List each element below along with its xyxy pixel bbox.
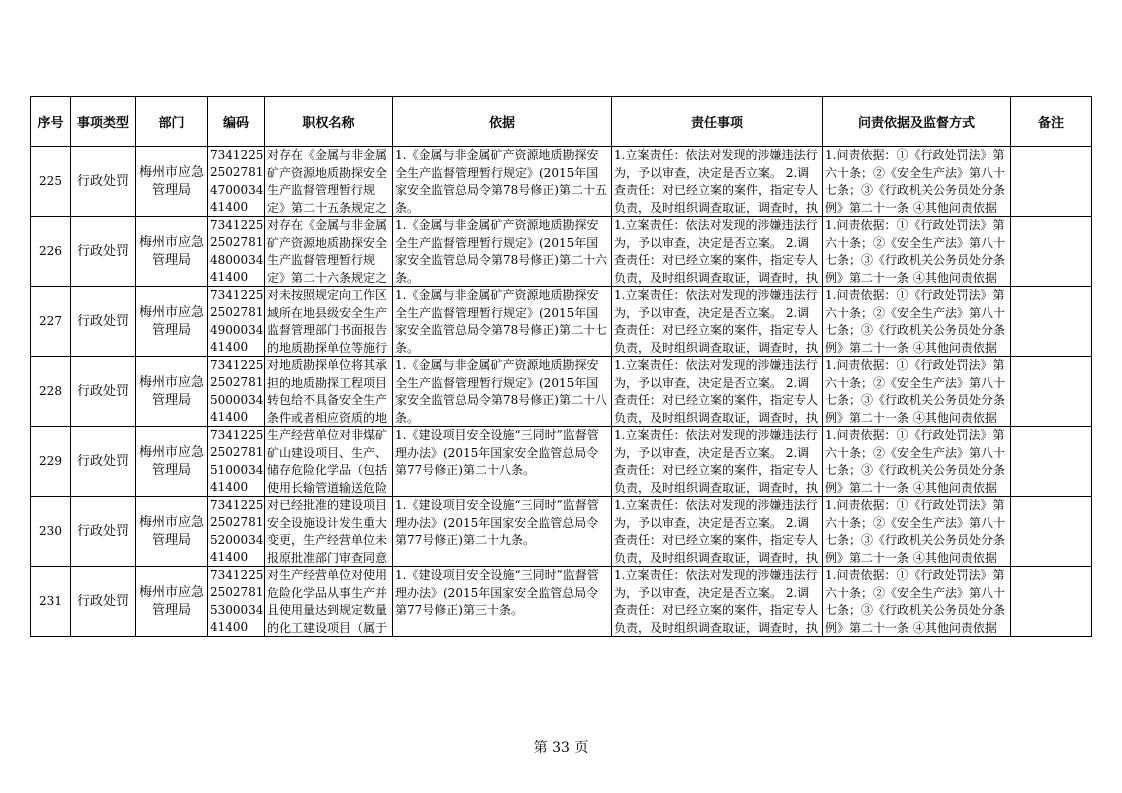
row-department: 梅州市应急管理局 bbox=[139, 234, 205, 268]
row-seq: 230 bbox=[39, 523, 62, 538]
row-basis-cell bbox=[393, 287, 612, 357]
row-code-cell bbox=[208, 357, 265, 427]
page-number: 第 33 页 bbox=[533, 740, 589, 756]
row-department: 梅州市应急管理局 bbox=[139, 374, 205, 408]
row-power-name-cell bbox=[265, 497, 393, 567]
row-code-cell bbox=[208, 217, 265, 287]
row-department: 梅州市应急管理局 bbox=[139, 444, 205, 478]
row-code: 734122525027814700034 41400 bbox=[210, 147, 264, 214]
power-list-table bbox=[30, 96, 1092, 637]
row-power-name: 对生产经营单位对使用危险化学品从事生产并且使用量达到规定数量的化工建设项目（属于 bbox=[267, 568, 388, 635]
row-department-cell bbox=[136, 357, 208, 427]
row-item-type-cell bbox=[71, 217, 136, 287]
header-seq: 序号 bbox=[31, 97, 71, 147]
row-duty-cell bbox=[612, 497, 823, 567]
row-item-type: 行政处罚 bbox=[76, 383, 129, 399]
row-power-name: 生产经营单位对非煤矿矿山建设项目、生产、储存危险化学品（包括使用长输管道输送危险 bbox=[267, 428, 388, 495]
row-remarks-cell bbox=[1011, 497, 1092, 567]
row-basis-cell bbox=[393, 357, 612, 427]
row-department-cell bbox=[136, 497, 208, 567]
row-item-type: 行政处罚 bbox=[76, 523, 129, 539]
row-seq: 228 bbox=[39, 383, 62, 398]
row-department-cell bbox=[136, 427, 208, 497]
row-duty-cell bbox=[612, 567, 823, 637]
row-code: 734122525027815300034 41400 bbox=[210, 567, 264, 634]
row-duty: 1.立案责任：依法对发现的涉嫌违法行为，予以审查，决定是否立案。 2.调查责任：对已经立案的案件，指定专人负责，及时组织调查取证，调查时，执 bbox=[614, 568, 819, 635]
row-basis: 1.《金属与非金属矿产资源地质勘探安全生产监督管理暂行规定》(2015年国家安全监管总局令第78号修正)第二十六条。 bbox=[395, 218, 607, 285]
row-power-name: 对存在《金属与非金属矿产资源地质勘探安全生产监督管理暂行规定》第二十六条规定之 bbox=[267, 218, 388, 285]
row-accountability-cell bbox=[823, 217, 1011, 287]
row-basis-cell bbox=[393, 427, 612, 497]
row-accountability-cell bbox=[823, 147, 1011, 217]
row-seq: 225 bbox=[39, 173, 62, 188]
table-row bbox=[31, 147, 1092, 217]
row-power-name-cell bbox=[265, 287, 393, 357]
row-basis: 1.《金属与非金属矿产资源地质勘探安全生产监督管理暂行规定》(2015年国家安全监管总局令第78号修正)第二十七条。 bbox=[395, 288, 607, 355]
row-accountability: 1.问责依据：①《行政处罚法》第六十条；②《安全生产法》第八十七条；③《行政机关公务员处分条例》第二十一条 ④其他问责依据 bbox=[825, 148, 1006, 215]
row-duty: 1.立案责任：依法对发现的涉嫌违法行为，予以审查，决定是否立案。 2.调查责任：对已经立案的案件，指定专人负责，及时组织调查取证，调查时，执 bbox=[614, 498, 819, 565]
row-item-type-cell bbox=[71, 147, 136, 217]
row-basis: 1.《金属与非金属矿产资源地质勘探安全生产监督管理暂行规定》(2015年国家安全监管总局令第78号修正)第二十八条。 bbox=[395, 358, 607, 425]
row-accountability-cell bbox=[823, 357, 1011, 427]
table-row bbox=[31, 287, 1092, 357]
row-item-type: 行政处罚 bbox=[76, 173, 129, 189]
row-basis: 1.《金属与非金属矿产资源地质勘探安全生产监督管理暂行规定》(2015年国家安全监管总局令第78号修正)第二十五条。 bbox=[395, 148, 607, 215]
row-power-name: 对已经批准的建设项目安全设施设计发生重大变更，生产经营单位未报原批准部门审查同意 bbox=[267, 498, 388, 565]
row-seq-cell bbox=[31, 287, 71, 357]
header-accountability: 问责依据及监督方式 bbox=[823, 97, 1011, 147]
row-department-cell bbox=[136, 287, 208, 357]
row-accountability: 1.问责依据：①《行政处罚法》第六十条；②《安全生产法》第八十七条；③《行政机关公务员处分条例》第二十一条 ④其他问责依据 bbox=[825, 498, 1006, 565]
row-duty: 1.立案责任：依法对发现的涉嫌违法行为，予以审查，决定是否立案。 2.调查责任：对已经立案的案件，指定专人负责，及时组织调查取证，调查时，执 bbox=[614, 218, 819, 285]
row-code: 734122525027815200034 41400 bbox=[210, 497, 264, 564]
row-basis-cell bbox=[393, 147, 612, 217]
row-power-name-cell bbox=[265, 217, 393, 287]
header-department: 部门 bbox=[136, 97, 208, 147]
row-accountability: 1.问责依据：①《行政处罚法》第六十条；②《安全生产法》第八十七条；③《行政机关公务员处分条例》第二十一条 ④其他问责依据 bbox=[825, 218, 1006, 285]
row-accountability-cell bbox=[823, 287, 1011, 357]
table-row bbox=[31, 497, 1092, 567]
row-remarks-cell bbox=[1011, 287, 1092, 357]
row-accountability: 1.问责依据：①《行政处罚法》第六十条；②《安全生产法》第八十七条；③《行政机关公务员处分条例》第二十一条 ④其他问责依据 bbox=[825, 428, 1006, 495]
row-item-type: 行政处罚 bbox=[76, 313, 129, 329]
row-seq-cell bbox=[31, 357, 71, 427]
header-code: 编码 bbox=[208, 97, 265, 147]
row-duty: 1.立案责任：依法对发现的涉嫌违法行为，予以审查，决定是否立案。 2.调查责任：对已经立案的案件，指定专人负责，及时组织调查取证，调查时，执 bbox=[614, 358, 819, 425]
row-power-name: 对存在《金属与非金属矿产资源地质勘探安全生产监督管理暂行规定》第二十五条规定之 bbox=[267, 148, 388, 215]
row-item-type: 行政处罚 bbox=[76, 593, 129, 609]
row-basis-cell bbox=[393, 567, 612, 637]
row-item-type-cell bbox=[71, 427, 136, 497]
row-accountability-cell bbox=[823, 497, 1011, 567]
row-seq-cell bbox=[31, 217, 71, 287]
row-accountability: 1.问责依据：①《行政处罚法》第六十条；②《安全生产法》第八十七条；③《行政机关公务员处分条例》第二十一条 ④其他问责依据 bbox=[825, 568, 1006, 635]
row-department-cell bbox=[136, 147, 208, 217]
row-seq-cell bbox=[31, 427, 71, 497]
row-code: 734122525027815000034 41400 bbox=[210, 357, 264, 424]
row-seq: 227 bbox=[39, 313, 62, 328]
row-basis: 1.《建设项目安全设施“三同时”监督管理办法》(2015年国家安全监管总局令第77号修正)第三十条。 bbox=[395, 568, 599, 617]
row-duty-cell bbox=[612, 287, 823, 357]
row-basis: 1.《建设项目安全设施“三同时”监督管理办法》(2015年国家安全监管总局令第77号修正)第二十九条。 bbox=[395, 498, 599, 547]
row-accountability-cell bbox=[823, 567, 1011, 637]
row-power-name: 对未按照规定向工作区域所在地县级安全生产监督管理部门书面报告的地质勘探单位等施行 bbox=[267, 288, 388, 355]
row-power-name-cell bbox=[265, 357, 393, 427]
row-duty-cell bbox=[612, 217, 823, 287]
row-code-cell bbox=[208, 427, 265, 497]
row-code-cell bbox=[208, 567, 265, 637]
row-seq-cell bbox=[31, 497, 71, 567]
row-remarks-cell bbox=[1011, 217, 1092, 287]
row-power-name-cell bbox=[265, 567, 393, 637]
row-basis: 1.《建设项目安全设施“三同时”监督管理办法》(2015年国家安全监管总局令第77号修正)第二十八条。 bbox=[395, 428, 599, 477]
row-item-type: 行政处罚 bbox=[76, 243, 129, 259]
row-duty-cell bbox=[612, 427, 823, 497]
row-department: 梅州市应急管理局 bbox=[139, 584, 205, 618]
row-code-cell bbox=[208, 147, 265, 217]
table-row bbox=[31, 567, 1092, 637]
row-remarks-cell bbox=[1011, 357, 1092, 427]
row-code-cell bbox=[208, 287, 265, 357]
header-power-name: 职权名称 bbox=[265, 97, 393, 147]
row-duty: 1.立案责任：依法对发现的涉嫌违法行为，予以审查，决定是否立案。 2.调查责任：对已经立案的案件，指定专人负责，及时组织调查取证，调查时，执 bbox=[614, 288, 819, 355]
row-accountability-cell bbox=[823, 427, 1011, 497]
row-item-type-cell bbox=[71, 357, 136, 427]
table-row bbox=[31, 217, 1092, 287]
row-power-name-cell bbox=[265, 427, 393, 497]
row-duty-cell bbox=[612, 357, 823, 427]
row-department: 梅州市应急管理局 bbox=[139, 164, 205, 198]
header-item-type: 事项类型 bbox=[71, 97, 136, 147]
table-row bbox=[31, 427, 1092, 497]
row-duty: 1.立案责任：依法对发现的涉嫌违法行为，予以审查，决定是否立案。 2.调查责任：对已经立案的案件，指定专人负责，及时组织调查取证，调查时，执 bbox=[614, 148, 819, 215]
row-item-type-cell bbox=[71, 497, 136, 567]
row-seq: 231 bbox=[39, 593, 62, 608]
row-department: 梅州市应急管理局 bbox=[139, 514, 205, 548]
row-code: 734122525027814800034 41400 bbox=[210, 217, 264, 284]
row-department-cell bbox=[136, 217, 208, 287]
row-seq: 226 bbox=[39, 243, 62, 258]
row-remarks-cell bbox=[1011, 147, 1092, 217]
header-remarks: 备注 bbox=[1011, 97, 1092, 147]
row-power-name-cell bbox=[265, 147, 393, 217]
row-basis-cell bbox=[393, 497, 612, 567]
row-basis-cell bbox=[393, 217, 612, 287]
row-accountability: 1.问责依据：①《行政处罚法》第六十条；②《安全生产法》第八十七条；③《行政机关公务员处分条例》第二十一条 ④其他问责依据 bbox=[825, 288, 1006, 355]
row-department-cell bbox=[136, 567, 208, 637]
row-code: 734122525027814900034 41400 bbox=[210, 287, 264, 354]
table-header-row bbox=[31, 97, 1092, 147]
row-power-name: 对地质勘探单位将其承担的地质勘探工程项目转包给不具备安全生产条件或者相应资质的地 bbox=[267, 358, 388, 425]
row-item-type-cell bbox=[71, 287, 136, 357]
row-accountability: 1.问责依据：①《行政处罚法》第六十条；②《安全生产法》第八十七条；③《行政机关公务员处分条例》第二十一条 ④其他问责依据 bbox=[825, 358, 1006, 425]
table-row bbox=[31, 357, 1092, 427]
row-duty-cell bbox=[612, 147, 823, 217]
row-department: 梅州市应急管理局 bbox=[139, 304, 205, 338]
row-remarks-cell bbox=[1011, 427, 1092, 497]
row-item-type-cell bbox=[71, 567, 136, 637]
row-seq-cell bbox=[31, 567, 71, 637]
row-remarks-cell bbox=[1011, 567, 1092, 637]
row-code-cell bbox=[208, 497, 265, 567]
header-duty: 责任事项 bbox=[612, 97, 823, 147]
row-code: 734122525027815100034 41400 bbox=[210, 427, 264, 494]
header-basis: 依据 bbox=[393, 97, 612, 147]
row-seq: 229 bbox=[39, 453, 62, 468]
row-item-type: 行政处罚 bbox=[76, 453, 129, 469]
row-seq-cell bbox=[31, 147, 71, 217]
row-duty: 1.立案责任：依法对发现的涉嫌违法行为，予以审查，决定是否立案。 2.调查责任：对已经立案的案件，指定专人负责，及时组织调查取证，调查时，执 bbox=[614, 428, 819, 495]
